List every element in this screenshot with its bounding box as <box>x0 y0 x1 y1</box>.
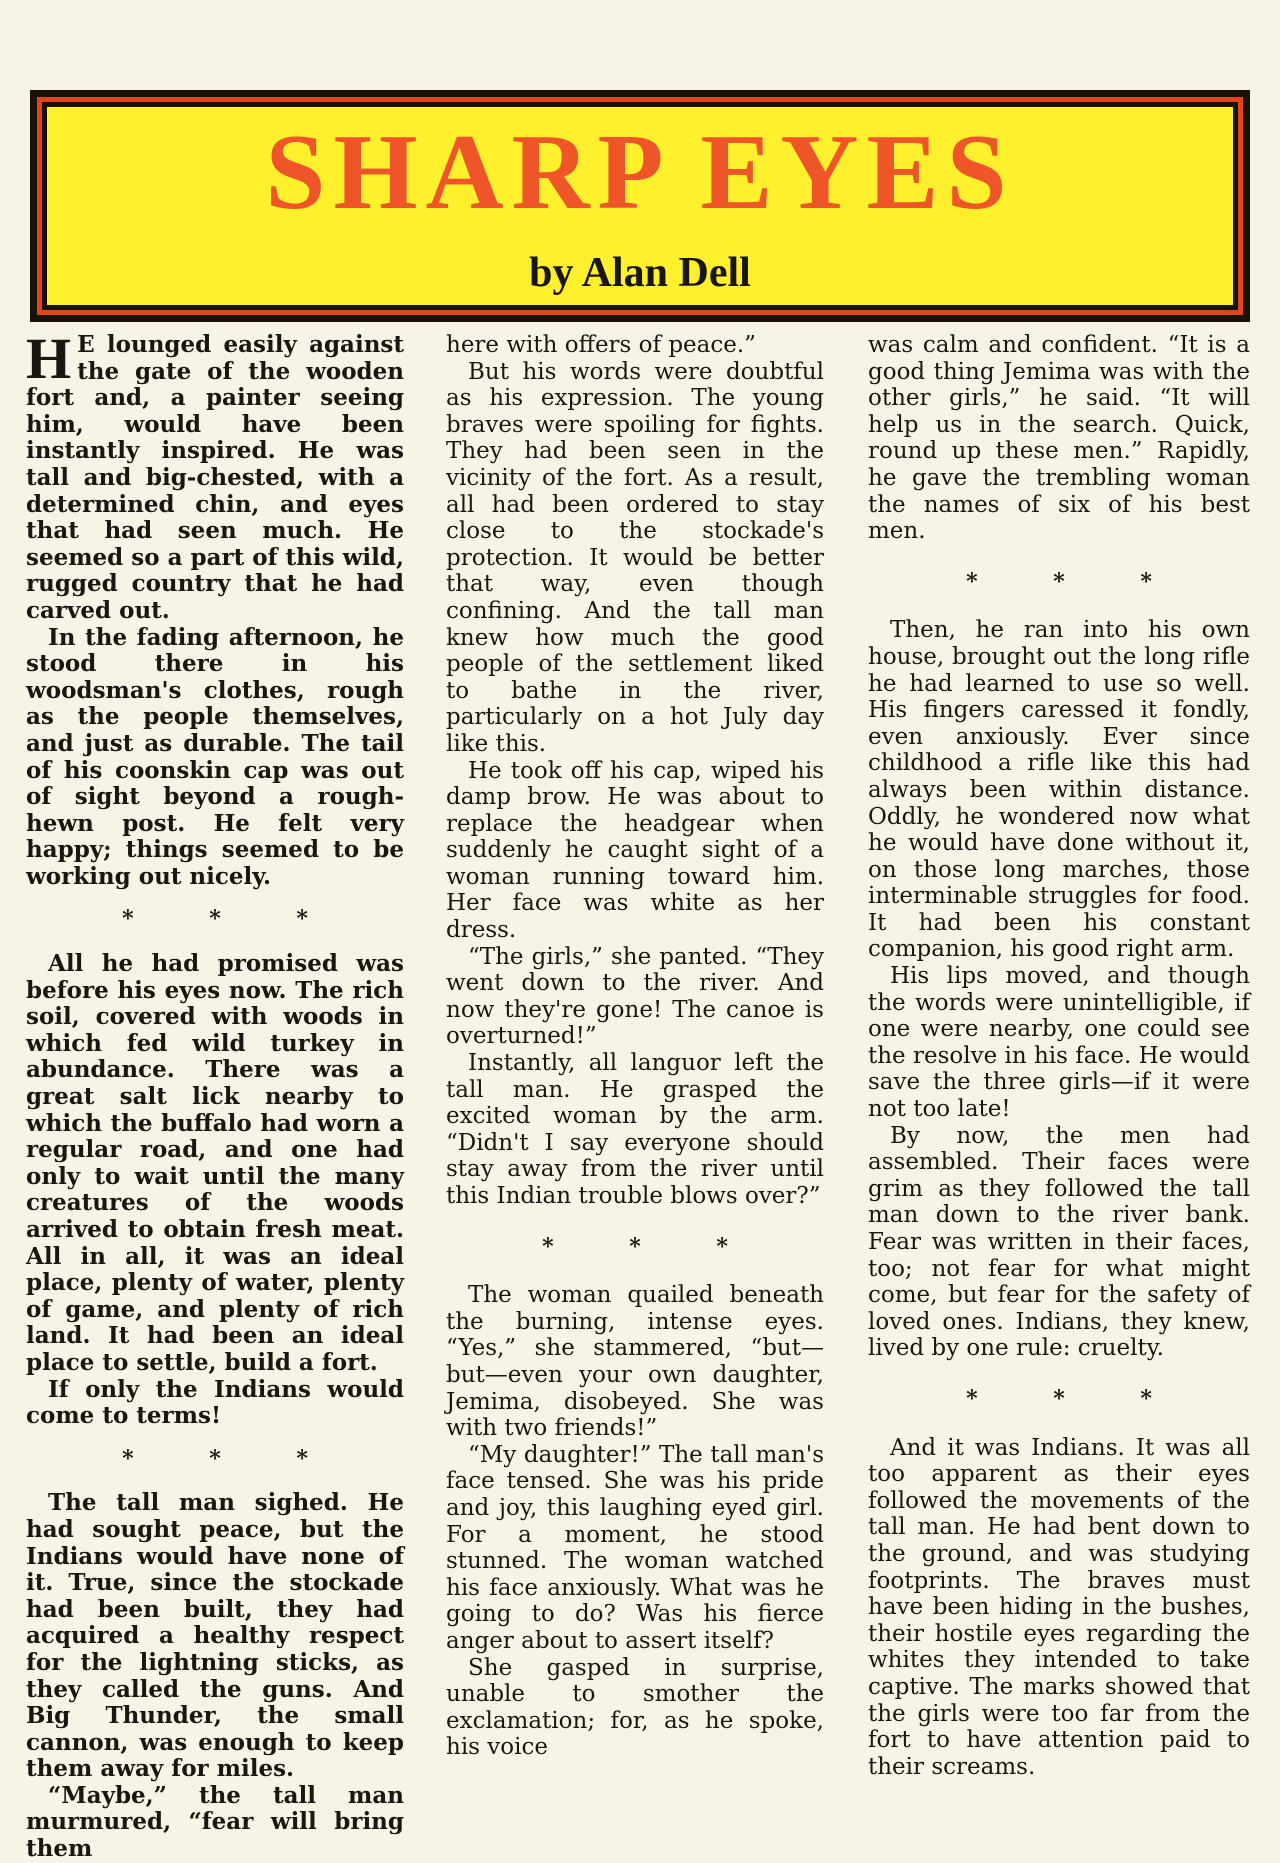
paragraph: His lips moved, and though the words were unintelligible, if one were nearby, one could see the resolve in his face. He would save the three girls—if it were not too late! <box>868 963 1251 1123</box>
section-break: * * * <box>542 1233 762 1260</box>
paragraph: If only the Indians would come to terms! <box>26 1375 404 1430</box>
paragraph: The woman quailed beneath the burning, intense eyes. “Yes,” she stammered, “but—but—even your own daughter, Jemima, disobeyed. She was with two friends!” <box>446 1282 824 1442</box>
section-break: * * * <box>122 1445 342 1472</box>
paragraph-text: E lounged easily against the gate of the wooden fort and, a painter seeing him, would have been instantly inspired. He was tall and big-chested, with a determined chin, and eyes that had seen much. He seemed so a part of this wild, rugged country that he had carved out. <box>26 331 404 624</box>
paragraph: The tall man sighed. He had sought peace, but the Indians would have none of it. True, since the stockade had been built, they had acquired a healthy respect for the lightning sticks, as they called the guns. And Big Thunder, the small cannon, was enough to keep them away for miles. <box>26 1489 404 1783</box>
paragraph: And it was Indians. It was all too apparent as their eyes followed the movements of the tall man. He had bent down to the ground, and was studying footprints. The braves must have been hiding in the bushes, their hostile eyes regarding the whites they intended to take captive. The marks showed that the girls were too far from the fort to have attention paid to their screams. <box>868 1434 1250 1780</box>
paragraph: She gasped in surprise, unable to smother the exclamation; for, as he spoke, his voice <box>446 1654 824 1761</box>
paragraph: But his words were doubtful as his expression. The young braves were spoiling for fights. They had been seen in the vicinity of the fort. As a result, all had been ordered to stay close to the stockade's protection. It would be better that way, even though confining. And the tall man knew how much the good people of the settlement liked to bathe in the river, particularly on a hot July day like this. <box>446 358 824 757</box>
section-break: * * * <box>966 1385 1186 1412</box>
text-column-1 <box>26 326 404 1863</box>
paragraph: here with offers of peace.” <box>446 332 756 358</box>
paragraph: By now, the men had assembled. Their faces were grim as they followed the tall man down to the river bank. Fear was written in their faces, too; not fear for what might come, but fear for the safety of loved ones. Indians, they knew, lived by one rule: cruelty. <box>868 1122 1250 1362</box>
paragraph: “The girls,” she panted. “They went down to the river. And now they're gone! The canoe is overturned!” <box>446 943 824 1050</box>
section-break: * * * <box>122 906 342 933</box>
paragraph: All he had promised was before his eyes now. The rich soil, covered with woods in which fed wild turkey in abundance. There was a great salt lick nearby to which the buffalo had worn a regular road, and one had only to wait until the many creatures of the woods arrived to obtain fresh meat. All in all, it was an ideal place, plenty of water, plenty of game, and plenty of rich land. It had been an ideal place to settle, build a fort. <box>26 950 404 1376</box>
author-byline: by Alan Dell <box>529 250 751 296</box>
paragraph: He took off his cap, wiped his damp brow. He was about to replace the headgear when suddenly he caught sight of a woman running toward him. Her face was white as her dress. <box>446 757 824 944</box>
paragraph <box>26 326 404 625</box>
paragraph: “Maybe,” the tall man murmured, “fear will bring them <box>26 1781 404 1863</box>
story-title: SHARP EYES <box>265 113 1015 232</box>
section-break: * * * <box>966 568 1186 595</box>
text-column-3 <box>868 332 1251 1780</box>
text-column-2 <box>446 332 824 1772</box>
paragraph: Then, he ran into his own house, brought out the long rifle he had learned to use so well. His fingers caressed it fondly, even anxiously. Ever since childhood a rifle like this had always been within distance. Oddly, he wondered now what he would have done without it, on those long marches, those interminable struggles for food. It had been his constant companion, his good right arm. <box>868 617 1250 963</box>
paragraph: “My daughter!” The tall man's face tensed. She was his pride and joy, this laughing eyed girl. For a moment, he stood stunned. The woman watched his face anxiously. What was he going to do? Was his fierce anger about to assert itself? <box>446 1441 824 1654</box>
paragraph: was calm and confident. “It is a good thing Jemima was with the other girls,” he said. “It will help us in the search. Quick, round up these men.” Rapidly, he gave the trembling woman the names of six of his best men. <box>868 332 1250 545</box>
paragraph: Instantly, all languor left the tall man. He grasped the excited woman by the arm. “Didn't I say everyone should stay away from the river until this Indian trouble blows over?” <box>446 1050 824 1209</box>
paragraph: In the fading afternoon, he stood there in his woodsman's clothes, rough as the people themselves, and just as durable. The tail of his coonskin cap was out of sight beyond a rough-hewn post. He felt very happy; things seemed to be working out nicely. <box>26 623 404 890</box>
drop-cap: H <box>26 326 72 391</box>
title-banner <box>30 90 1250 322</box>
